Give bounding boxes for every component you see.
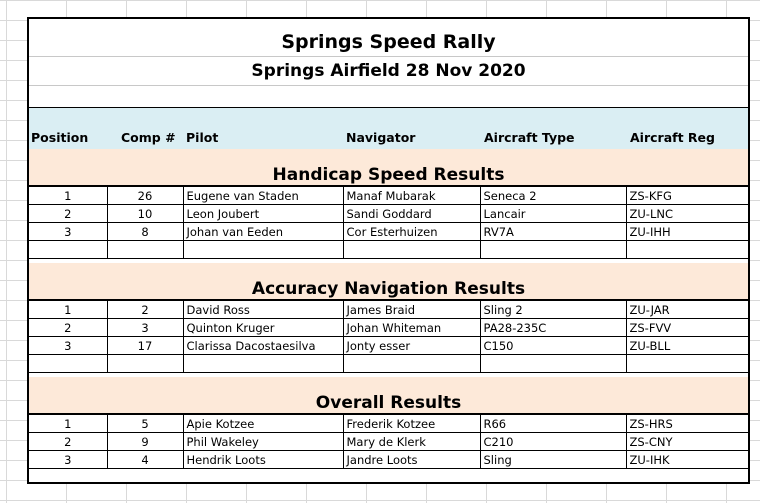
header-pilot[interactable]: Pilot xyxy=(186,130,219,145)
empty-cell[interactable] xyxy=(480,241,626,259)
cell-comp-number[interactable]: 9 xyxy=(107,433,183,451)
cell-navigator[interactable]: Frederik Kotzee xyxy=(343,415,480,433)
cell-aircraft-type[interactable]: PA28-235C xyxy=(480,319,626,337)
empty-cell[interactable] xyxy=(343,355,480,373)
cell-aircraft-reg[interactable]: ZU-IHH xyxy=(626,223,748,241)
empty-cell[interactable] xyxy=(29,355,107,373)
empty-cell[interactable] xyxy=(343,241,480,259)
results-sheet xyxy=(27,17,750,484)
cell-aircraft-reg[interactable]: ZU-IHK xyxy=(626,451,748,469)
cell-pilot[interactable]: Quinton Kruger xyxy=(183,319,343,337)
cell-comp-number[interactable]: 4 xyxy=(107,451,183,469)
header-position[interactable]: Position xyxy=(31,130,89,145)
section-header-handicap[interactable]: Handicap Speed Results xyxy=(29,149,748,186)
cell-pilot[interactable]: Clarissa Dacostaesilva xyxy=(183,337,343,355)
cell-aircraft-reg[interactable]: ZU-JAR xyxy=(626,301,748,319)
cell-aircraft-reg[interactable]: ZU-BLL xyxy=(626,337,748,355)
column-header-row xyxy=(29,107,748,150)
cell-aircraft-type[interactable]: R66 xyxy=(480,415,626,433)
cell-navigator[interactable]: Johan Whiteman xyxy=(343,319,480,337)
table-row xyxy=(29,301,748,319)
cell-position[interactable]: 2 xyxy=(29,319,107,337)
header-aircraft-type[interactable]: Aircraft Type xyxy=(484,130,575,145)
table-row xyxy=(29,205,748,223)
empty-cell[interactable] xyxy=(183,241,343,259)
cell-pilot[interactable]: David Ross xyxy=(183,301,343,319)
table-row xyxy=(29,451,748,469)
cell-aircraft-reg[interactable]: ZS-FVV xyxy=(626,319,748,337)
sheet-subtitle[interactable]: Springs Airfield 28 Nov 2020 xyxy=(251,61,526,81)
cell-aircraft-type[interactable]: C150 xyxy=(480,337,626,355)
sheet-title[interactable]: Springs Speed Rally xyxy=(281,31,496,53)
empty-cell[interactable] xyxy=(29,241,107,259)
cell-pilot[interactable]: Apie Kotzee xyxy=(183,415,343,433)
empty-cell[interactable] xyxy=(107,355,183,373)
cell-pilot[interactable]: Leon Joubert xyxy=(183,205,343,223)
cell-navigator[interactable]: Manaf Mubarak xyxy=(343,187,480,205)
cell-aircraft-type[interactable]: Sling 2 xyxy=(480,301,626,319)
table-row xyxy=(29,337,748,355)
empty-row xyxy=(29,355,748,373)
cell-position[interactable]: 1 xyxy=(29,415,107,433)
cell-aircraft-reg[interactable]: ZS-CNY xyxy=(626,433,748,451)
table-row xyxy=(29,187,748,205)
empty-cell[interactable] xyxy=(480,355,626,373)
accuracy-results-table xyxy=(29,300,748,373)
table-row xyxy=(29,415,748,433)
empty-cell[interactable] xyxy=(107,241,183,259)
header-aircraft-reg[interactable]: Aircraft Reg xyxy=(630,130,715,145)
cell-position[interactable]: 2 xyxy=(29,205,107,223)
cell-aircraft-type[interactable]: C210 xyxy=(480,433,626,451)
cell-navigator[interactable]: James Braid xyxy=(343,301,480,319)
cell-navigator[interactable]: Mary de Klerk xyxy=(343,433,480,451)
row-divider xyxy=(29,85,748,86)
cell-comp-number[interactable]: 8 xyxy=(107,223,183,241)
cell-navigator[interactable]: Sandi Goddard xyxy=(343,205,480,223)
cell-pilot[interactable]: Eugene van Staden xyxy=(183,187,343,205)
cell-position[interactable]: 1 xyxy=(29,301,107,319)
empty-cell[interactable] xyxy=(626,355,748,373)
cell-pilot[interactable]: Phil Wakeley xyxy=(183,433,343,451)
cell-comp-number[interactable]: 2 xyxy=(107,301,183,319)
cell-comp-number[interactable]: 5 xyxy=(107,415,183,433)
cell-aircraft-type[interactable]: Sling xyxy=(480,451,626,469)
cell-position[interactable]: 3 xyxy=(29,451,107,469)
cell-position[interactable]: 1 xyxy=(29,187,107,205)
table-row xyxy=(29,433,748,451)
cell-aircraft-reg[interactable]: ZU-LNC xyxy=(626,205,748,223)
empty-cell[interactable] xyxy=(183,355,343,373)
cell-pilot[interactable]: Hendrik Loots xyxy=(183,451,343,469)
cell-comp-number[interactable]: 3 xyxy=(107,319,183,337)
cell-aircraft-type[interactable]: Lancair xyxy=(480,205,626,223)
empty-row xyxy=(29,241,748,259)
handicap-results-table xyxy=(29,186,748,259)
cell-navigator[interactable]: Jonty esser xyxy=(343,337,480,355)
section-header-overall[interactable]: Overall Results xyxy=(29,377,748,414)
cell-comp-number[interactable]: 10 xyxy=(107,205,183,223)
cell-aircraft-reg[interactable]: ZS-HRS xyxy=(626,415,748,433)
cell-comp-number[interactable]: 17 xyxy=(107,337,183,355)
cell-navigator[interactable]: Cor Esterhuizen xyxy=(343,223,480,241)
section-header-accuracy[interactable]: Accuracy Navigation Results xyxy=(29,263,748,300)
cell-aircraft-type[interactable]: RV7A xyxy=(480,223,626,241)
cell-position[interactable]: 2 xyxy=(29,433,107,451)
cell-navigator[interactable]: Jandre Loots xyxy=(343,451,480,469)
table-row xyxy=(29,319,748,337)
cell-position[interactable]: 3 xyxy=(29,337,107,355)
cell-aircraft-type[interactable]: Seneca 2 xyxy=(480,187,626,205)
table-row xyxy=(29,223,748,241)
cell-aircraft-reg[interactable]: ZS-KFG xyxy=(626,187,748,205)
overall-results-table xyxy=(29,414,748,469)
header-comp-number[interactable]: Comp # xyxy=(121,130,176,145)
cell-comp-number[interactable]: 26 xyxy=(107,187,183,205)
header-navigator[interactable]: Navigator xyxy=(346,130,416,145)
empty-cell[interactable] xyxy=(626,241,748,259)
cell-pilot[interactable]: Johan van Eeden xyxy=(183,223,343,241)
cell-position[interactable]: 3 xyxy=(29,223,107,241)
